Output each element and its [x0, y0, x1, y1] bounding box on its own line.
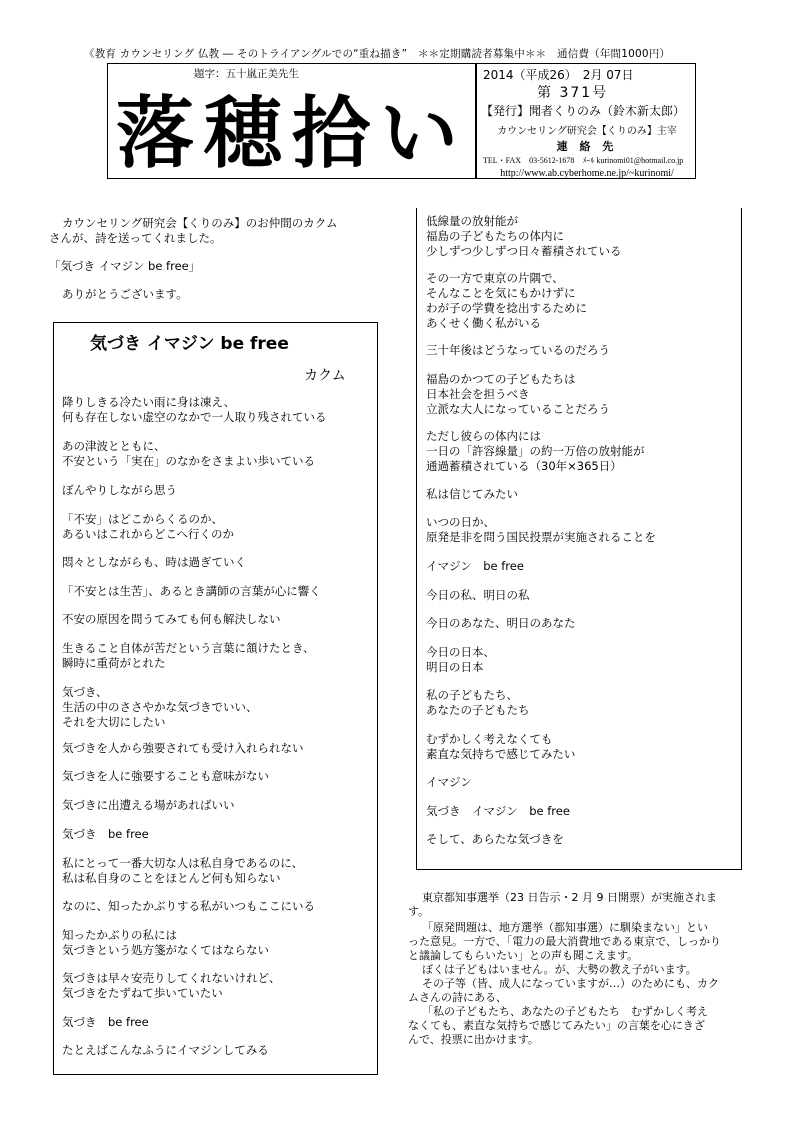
poem-stanza: 気づきは早々安売りしてくれないけれど、 気づきをたずねて歩いていたい — [62, 971, 281, 1000]
intro-quote: 「気づき イマジン be free」 — [49, 259, 201, 273]
poem-stanza: むずかしく考えなくても 素直な気持ちで感じてみたい — [426, 732, 576, 761]
website-url[interactable]: http://www.ab.cyberhome.ne.jp/~kurinomi/ — [500, 168, 674, 179]
poem-stanza: なのに、知ったかぶりする私がいつもここにいる — [62, 899, 315, 913]
intro-thanks: ありがとうございます。 — [62, 287, 188, 301]
poem-stanza: 今日の私、明日の私 — [426, 588, 530, 602]
poem-stanza: 福島のかつての子どもたちは 日本社会を担うべき 立派な大人になっていることだろう — [426, 372, 610, 416]
issue-date: 2014（平成26） 2月 07日 — [483, 68, 634, 82]
poem-stanza: 降りしきる冷たい雨に身は凍え、 何も存在しない虚空のなかで一人取り残されている — [62, 395, 327, 424]
title-calligraphy — [108, 80, 477, 178]
poem-stanza: 低線量の放射能が 福島の子どもたちの体内に 少しずつ少しずつ日々蓄積されている — [426, 214, 622, 258]
title-text: 落穂拾い — [115, 88, 469, 178]
poem-stanza: 気づき、 生活の中のささやかな気づきでいい、 それを大切にしたい — [62, 685, 258, 729]
poem-stanza: イマジン — [426, 775, 472, 789]
news-line: 東京都知事選挙（23 日告示・2 月 9 日開票）が実施されま — [422, 891, 717, 904]
poem-stanza: 気づきを人から強要されても受け入れられない — [62, 741, 304, 755]
poem-stanza: 気づき be free — [62, 1015, 149, 1029]
calligraphy-credit: 題字：五十嵐正美先生 — [194, 68, 299, 80]
poem-stanza: いつの日か、 原発是非を問う国民投票が実施されることを — [426, 515, 656, 544]
poem-stanza: 不安の原因を問うてみても何も解決しない — [62, 612, 281, 626]
poem-box — [53, 322, 378, 1075]
poem-continuation-box — [416, 208, 742, 870]
poem-stanza: その一方で東京の片隅で、 そんなことを気にもかけずに わが子の学費を捻出するために あくせく働く私がいる — [426, 271, 587, 330]
masthead — [107, 63, 476, 179]
organization: カウンセリング研究会【くりのみ】主宰 — [497, 126, 677, 137]
poem-stanza: 気づき イマジン be free — [426, 804, 570, 818]
news-line: その子等（皆、成人になっていますが…）のためにも、カク — [422, 977, 719, 990]
election-commentary — [408, 891, 721, 1047]
news-line: と議論してもらいたい」との声も聞こえます。 — [408, 949, 639, 962]
poem-stanza: 悶々としながらも、時は過ぎていく — [62, 555, 246, 569]
issue-number: 第 371号 — [537, 85, 609, 101]
contact-label: 連 絡 先 — [556, 140, 618, 153]
poem-stanza: 私は信じてみたい — [426, 487, 518, 501]
poem-stanza: 気づき be free — [62, 827, 149, 841]
poem-stanza: そして、あらたな気づきを — [426, 832, 564, 846]
issue-info-box — [476, 63, 696, 179]
poem-stanza: たとえばこんなふうにイマジンしてみる — [62, 1043, 269, 1057]
news-line: なくても、素直な気持ちで感じてみたい」の言葉を心にきざ — [408, 1019, 705, 1032]
poem-stanza: 知ったかぶりの私には 気づきという処方箋がなくてはならない — [62, 928, 269, 957]
poem-stanza: あの津波とともに、 不安という「実在」のなかをさまよい歩いている — [62, 439, 315, 468]
poem-stanza: ぼんやりしながら思う — [62, 483, 177, 497]
poem-stanza: 気づきを人に強要することも意味がない — [62, 769, 269, 783]
poem-stanza: 生きること自体が苦だという言葉に頷けたとき、 瞬時に重荷がとれた — [62, 641, 315, 670]
tel-fax-email: TEL・FAX 03-5612-1678 ﾒｰﾙ kurinomi01@hotmail.co.jp — [483, 156, 684, 165]
news-line: 「私の子どもたち、あなたの子どもたち むずかしく考え — [422, 1005, 708, 1018]
poem-author: カクム — [304, 368, 346, 384]
poem-stanza: 「不安とは生苦」、あるとき講師の言葉が心に響く — [62, 584, 321, 598]
newsletter-tagline: 《教育 カウンセリング 仏教 ― そのトライアングルでの“重ね描き” ＊＊定期購読者募集中＊＊ 通信費（年間1000円） — [84, 48, 671, 60]
news-line: 「原発問題は、地方選挙（都知事選）に馴染まない」とい — [422, 921, 708, 934]
poem-stanza: 気づきに出遭える場があればいい — [62, 798, 235, 812]
poem-title: 気づき イマジン be free — [90, 334, 289, 354]
poem-stanza: イマジン be free — [426, 559, 524, 573]
poem-stanza: 三十年後はどうなっているのだろう — [426, 343, 610, 357]
intro-line-1: カウンセリング研究会【くりのみ】のお仲間のカクム — [62, 216, 338, 230]
poem-stanza: 今日の日本、 明日の日本 — [426, 645, 495, 674]
news-line: った意見。一方で、「電力の最大消費地である東京で、しっかり — [408, 935, 722, 948]
poem-stanza: 今日のあなた、明日のあなた — [426, 616, 576, 630]
poem-stanza: 「不安」はどこからくるのか、 あるいはこれからどこへ行くのか — [62, 512, 235, 541]
news-line: んで、投票に出かけます。 — [408, 1033, 539, 1046]
poem-stanza: 私の子どもたち、 あなたの子どもたち — [426, 688, 530, 717]
intro-line-2: さんが、詩を送ってくれました。 — [49, 231, 222, 245]
poem-stanza: 私にとって一番大切な人は私自身であるのに、 私は私自身のことをほとんど何も知らない — [62, 856, 304, 885]
poem-stanza: ただし彼らの体内には 一日の「許容線量」の約一万倍の放射能が 通過蓄積されている（30年×365日） — [426, 429, 645, 473]
publisher: 【発行】聞者くりのみ（鈴木新太郎） — [481, 104, 686, 118]
news-line: ムさんの詩にある、 — [408, 991, 507, 1004]
news-line: ぼくは子どもはいません。が、大勢の教え子がいます。 — [422, 963, 697, 976]
news-line: す。 — [408, 905, 430, 918]
